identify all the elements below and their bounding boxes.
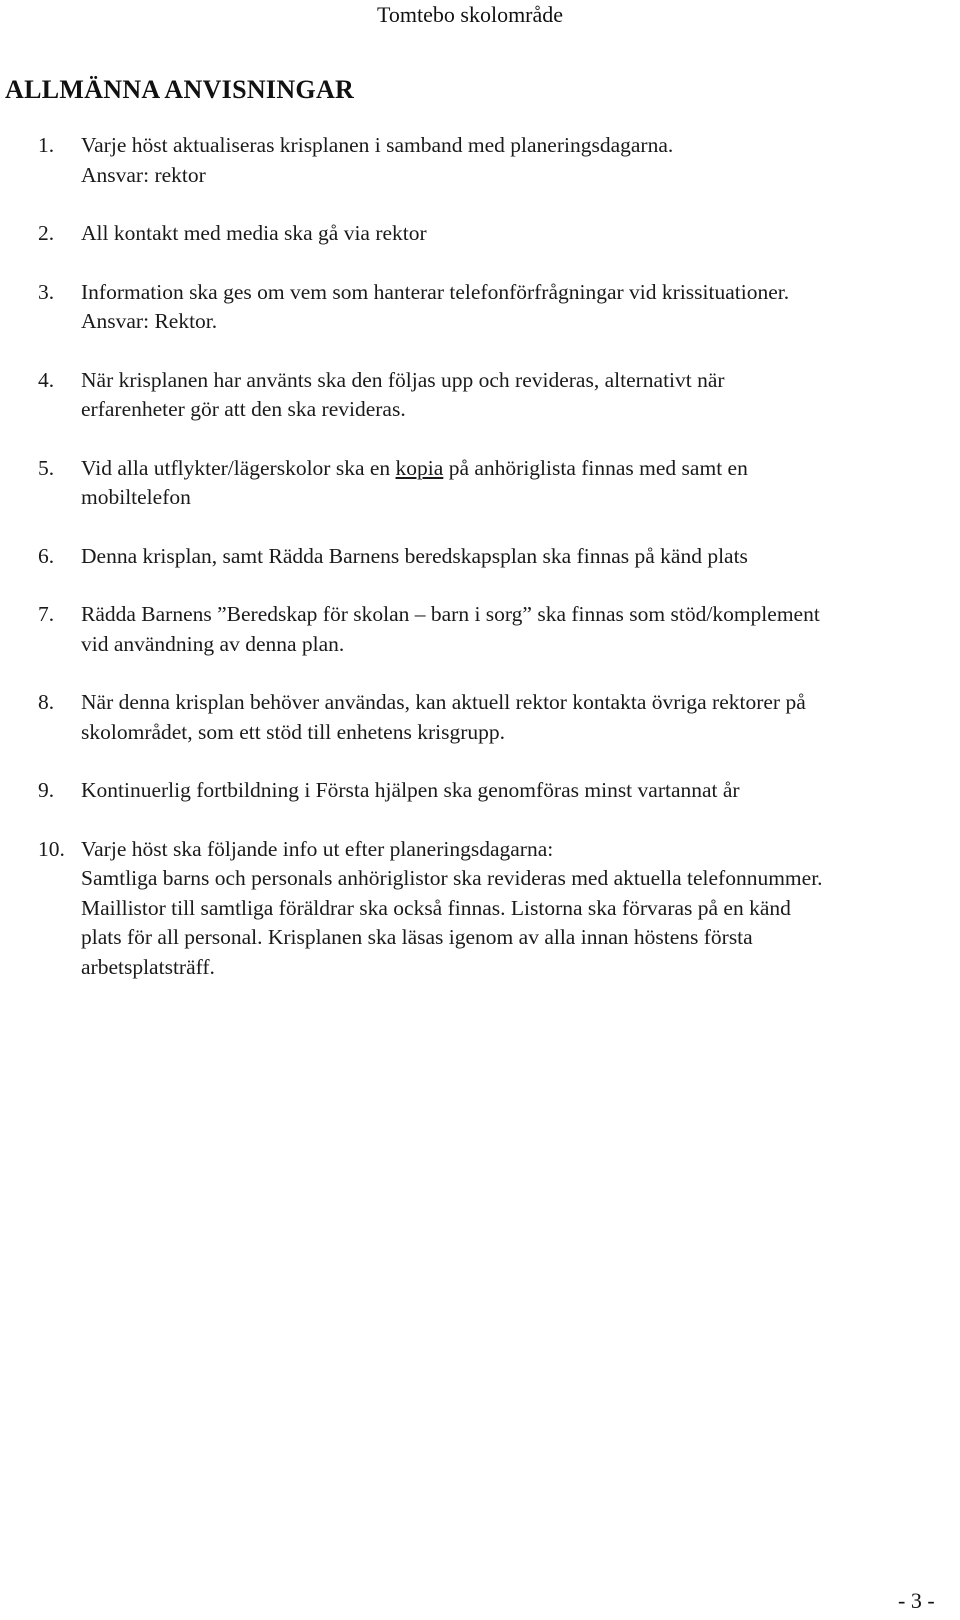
list-item-9 [0, 776, 960, 806]
item-line: Rädda Barnens ”Beredskap för skolan – barn i sorg” ska finnas som stöd/komplement [81, 602, 820, 626]
list-item-7 [0, 600, 960, 659]
item-line: arbetsplatsträff. [81, 954, 215, 979]
list-item-5 [0, 454, 960, 513]
item-text-segment: på anhöriglista finnas med samt en [443, 455, 748, 480]
item-line: Information ska ges om vem som hanterar telefonförfrågningar vid krissituationer. [81, 279, 790, 304]
page-header: Tomtebo skolområde [377, 2, 564, 27]
item-line: Maillistor till samtliga föräldrar ska också finnas. Listorna ska förvaras på en känd [81, 895, 791, 920]
item-text [81, 131, 940, 190]
item-number: 9. [38, 778, 55, 802]
item-number: 10. [38, 836, 65, 861]
item-text [81, 600, 960, 659]
list-item-1 [0, 131, 960, 190]
item-number: 5. [38, 455, 55, 480]
item-line: Varje höst aktualiseras krisplanen i samband med planeringsdagarna. [81, 133, 674, 157]
item-text [81, 835, 960, 983]
item-number: 6. [38, 543, 55, 568]
item-number: 2. [38, 221, 55, 245]
item-number: 3. [38, 279, 55, 304]
instructions-list [0, 131, 960, 1011]
item-line: erfarenheter gör att den ska revideras. [81, 397, 406, 421]
item-number: 1. [38, 133, 55, 157]
item-line: vid användning av denna plan. [81, 631, 345, 656]
item-line: Ansvar: rektor [81, 162, 206, 187]
item-text [81, 776, 940, 806]
item-text-segment: Vid alla utflykter/lägerskolor ska en [81, 455, 396, 480]
item-line: Varje höst ska följande info ut efter planeringsdagarna: [81, 836, 554, 861]
item-line: Samtliga barns och personals anhöriglistor ska revideras med aktuella telefonnummer. [81, 866, 823, 890]
section-heading: ALLMÄNNA ANVISNINGAR [5, 75, 355, 104]
item-line [81, 454, 940, 484]
list-item-10 [0, 835, 960, 983]
item-line: Denna krisplan, samt Rädda Barnens beredskapsplan ska finnas på känd plats [81, 543, 748, 568]
item-text [81, 219, 940, 249]
item-line: Kontinuerlig fortbildning i Första hjälpen ska genomföras minst vartannat år [81, 778, 740, 802]
item-number: 8. [38, 690, 55, 714]
item-text [81, 454, 940, 513]
list-item-3 [0, 278, 960, 337]
item-text [81, 688, 940, 747]
item-text [81, 366, 940, 425]
item-line: All kontakt med media ska gå via rektor [81, 221, 427, 245]
item-line: skolområdet, som ett stöd till enhetens krisgrupp. [81, 719, 505, 744]
list-item-6 [0, 542, 960, 572]
item-line: Ansvar: Rektor. [81, 309, 218, 333]
page-number: - 3 - [898, 1588, 935, 1613]
list-item-2 [0, 219, 960, 249]
item-line: När krisplanen har använts ska den följas upp och revideras, alternativt när [81, 367, 725, 392]
underlined-word: kopia [395, 455, 444, 480]
item-line: plats för all personal. Krisplanen ska läsas igenom av alla innan höstens första [81, 925, 753, 949]
item-number: 7. [38, 602, 55, 626]
item-text [81, 542, 940, 572]
list-item-8 [0, 688, 960, 747]
item-line: När denna krisplan behöver användas, kan aktuell rektor kontakta övriga rektorer på [81, 690, 806, 714]
item-line: mobiltelefon [81, 485, 191, 509]
list-item-4 [0, 366, 960, 425]
item-text [81, 278, 940, 337]
item-number: 4. [38, 367, 55, 392]
